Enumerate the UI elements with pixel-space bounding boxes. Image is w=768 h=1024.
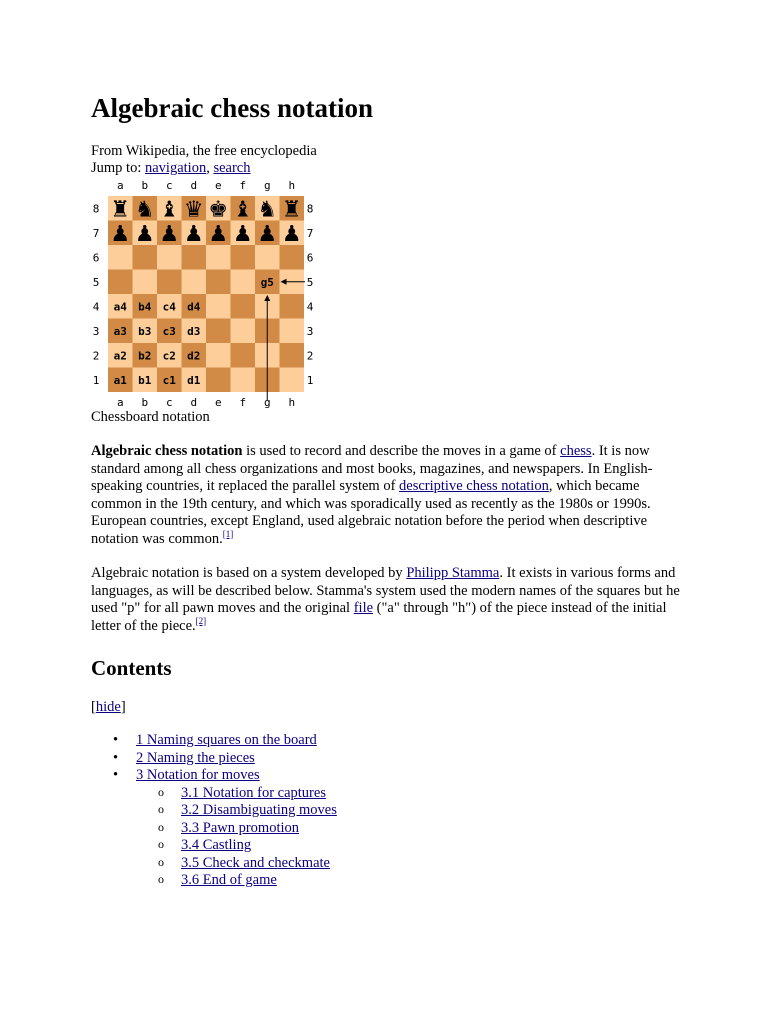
rank-label-right: 8 xyxy=(306,202,314,216)
philipp-stamma-link[interactable]: Philipp Stamma xyxy=(406,565,500,581)
stamma-text-2: . It exists in various forms and languages, as will be described below. Stamma's system used the modern names of the squares but he used "p" for all pawn moves and the original xyxy=(91,565,680,616)
board-square xyxy=(108,245,133,270)
file-label-top: h xyxy=(288,179,296,192)
square-label: c4 xyxy=(162,300,176,314)
hide-link[interactable]: hide xyxy=(95,699,121,715)
file-label-top: b xyxy=(141,179,149,192)
square-label: b2 xyxy=(138,349,152,363)
toc-link-end-of-game[interactable]: 3.6 End of game xyxy=(181,872,277,888)
black-pawn: ♟ xyxy=(208,221,229,247)
board-square xyxy=(231,270,256,295)
toc-subitem xyxy=(136,855,337,873)
chess-link[interactable]: chess xyxy=(560,443,592,459)
rank-label-right: 3 xyxy=(306,324,314,338)
rank-label-right: 1 xyxy=(306,373,314,387)
board-square xyxy=(157,270,182,295)
board-square xyxy=(280,245,305,270)
file-label-top: e xyxy=(214,179,222,192)
contents-heading: Contents xyxy=(91,656,172,680)
toc-subitem xyxy=(136,785,337,803)
board-square xyxy=(206,319,231,344)
file-label-top: g xyxy=(263,179,271,192)
board-square xyxy=(231,368,256,393)
rank-label-right: 2 xyxy=(306,349,314,363)
file-label-top: c xyxy=(165,179,173,192)
toc-toggle xyxy=(91,698,126,716)
page-title: Algebraic chess notation xyxy=(91,93,373,123)
file-label-bottom: f xyxy=(239,396,247,409)
black-pawn: ♟ xyxy=(257,221,278,247)
intro-paragraph xyxy=(91,443,691,548)
square-label: c1 xyxy=(162,373,176,387)
intro-text-3: , which became common in the 19th century, and which was sporadically used as recently as the 1980s or 1990s. European countries, except England, used algebraic notation before the period when descriptive notation was common. xyxy=(91,478,651,547)
file-label-top: a xyxy=(116,179,124,192)
rank-label-right: 7 xyxy=(306,226,314,240)
square-label: a1 xyxy=(113,373,127,387)
jump-to-label: Jump to: xyxy=(91,160,145,176)
toc-link-castling[interactable]: 3.4 Castling xyxy=(181,837,252,853)
toc-item xyxy=(91,732,337,750)
board-square xyxy=(280,343,305,368)
board-square xyxy=(280,368,305,393)
rank-label-right: 5 xyxy=(306,275,314,289)
toc-bracket-close: ] xyxy=(120,699,126,715)
black-piece: ♝ xyxy=(232,197,253,223)
toc-subitem xyxy=(136,837,337,855)
search-link[interactable]: search xyxy=(213,160,251,176)
board-square xyxy=(206,294,231,319)
file-label-bottom: e xyxy=(214,396,222,409)
tagline: From Wikipedia, the free encyclopedia xyxy=(91,143,317,159)
file-label-bottom: g xyxy=(263,396,271,409)
board-square xyxy=(108,270,133,295)
descriptive-notation-link[interactable]: descriptive chess notation xyxy=(399,478,549,494)
square-label: g5 xyxy=(260,275,274,289)
toc-subitem xyxy=(136,802,337,820)
board-square xyxy=(280,294,305,319)
black-piece: ♛ xyxy=(183,197,204,223)
toc-subitem xyxy=(136,820,337,838)
file-label-bottom: d xyxy=(190,396,198,409)
navigation-link[interactable]: navigation xyxy=(144,160,207,176)
board-square xyxy=(206,343,231,368)
black-pawn: ♟ xyxy=(134,221,155,247)
board-square xyxy=(157,245,182,270)
toc-item xyxy=(91,750,337,768)
square-label: c2 xyxy=(162,349,176,363)
board-square xyxy=(182,270,207,295)
square-label: d4 xyxy=(187,300,201,314)
square-label: d1 xyxy=(187,373,201,387)
toc-link-pawn-promotion[interactable]: 3.3 Pawn promotion xyxy=(181,819,300,836)
ref-1-link[interactable]: [1] xyxy=(222,528,234,539)
stamma-text-3: ("a" through "h") of the piece instead of the initial letter of the piece. xyxy=(91,600,667,634)
square-label: b4 xyxy=(138,300,152,314)
rank-label-left: 2 xyxy=(92,349,100,363)
square-label: d3 xyxy=(187,324,201,338)
board-caption: Chessboard notation xyxy=(91,409,210,425)
board-square xyxy=(231,245,256,270)
black-pawn: ♟ xyxy=(110,221,131,247)
black-piece: ♝ xyxy=(159,197,180,223)
square-label: d2 xyxy=(187,349,201,363)
square-label: b1 xyxy=(138,373,152,387)
board-square xyxy=(133,245,158,270)
black-pawn: ♟ xyxy=(183,221,204,247)
toc-link-naming-pieces[interactable]: 2 Naming the pieces xyxy=(136,749,255,766)
rank-label-left: 3 xyxy=(92,324,100,338)
jump-to-line xyxy=(91,159,250,177)
file-label-bottom: h xyxy=(288,396,296,409)
file-link[interactable]: file xyxy=(353,600,374,616)
board-square xyxy=(206,245,231,270)
toc-item xyxy=(91,767,337,890)
bold-term: Algebraic chess notation xyxy=(91,443,243,459)
toc-bracket-open: [ xyxy=(91,699,96,715)
black-pawn: ♟ xyxy=(281,221,302,247)
black-piece: ♞ xyxy=(257,197,278,223)
board-square xyxy=(133,270,158,295)
chessboard-figure xyxy=(91,176,323,408)
rank-label-left: 7 xyxy=(92,226,100,240)
intro-text-1: is used to record and describe the moves in a game of xyxy=(242,443,561,459)
board-square xyxy=(206,368,231,393)
board-square xyxy=(255,245,280,270)
ref-2-link[interactable]: [2] xyxy=(195,615,207,626)
toc-link-notation-for-moves[interactable]: 3 Notation for moves xyxy=(136,767,260,783)
toc-link-naming-squares[interactable]: 1 Naming squares on the board xyxy=(136,732,317,748)
table-of-contents xyxy=(91,732,337,890)
stamma-paragraph xyxy=(91,565,691,635)
rank-label-right: 6 xyxy=(306,251,314,265)
rank-label-left: 1 xyxy=(92,373,100,387)
rank-label-right: 4 xyxy=(306,300,314,314)
square-label: a4 xyxy=(113,300,127,314)
toc-subitem xyxy=(136,872,337,890)
square-label: a3 xyxy=(113,324,127,338)
chessboard xyxy=(91,176,323,408)
black-piece: ♚ xyxy=(208,197,229,223)
file-label-top: d xyxy=(190,179,198,192)
file-label-top: f xyxy=(239,179,247,192)
board-square xyxy=(280,319,305,344)
file-label-bottom: b xyxy=(141,396,149,409)
square-label: c3 xyxy=(162,324,176,338)
toc-link-captures[interactable]: 3.1 Notation for captures xyxy=(181,784,326,801)
jump-separator: , xyxy=(206,160,214,176)
toc-sublist xyxy=(136,785,337,890)
toc-link-disambiguating[interactable]: 3.2 Disambiguating moves xyxy=(181,802,337,818)
file-label-bottom: a xyxy=(116,396,124,409)
toc-link-check-checkmate[interactable]: 3.5 Check and checkmate xyxy=(181,854,330,871)
board-square xyxy=(231,343,256,368)
black-pawn: ♟ xyxy=(159,221,180,247)
black-piece: ♜ xyxy=(281,197,302,223)
rank-label-left: 5 xyxy=(92,275,100,289)
board-square xyxy=(231,319,256,344)
black-piece: ♞ xyxy=(134,197,155,223)
stamma-text-1: Algebraic notation is based on a system developed by xyxy=(91,565,407,581)
rank-label-left: 8 xyxy=(92,202,100,216)
rank-label-left: 6 xyxy=(92,251,100,265)
intro-text-2: . It is now standard among all chess organizations and most books, magazines, and newspapers. In English-speaking countries, it replaced the parallel system of xyxy=(91,443,653,494)
board-square xyxy=(182,245,207,270)
square-label: a2 xyxy=(113,349,127,363)
board-square xyxy=(231,294,256,319)
file-label-bottom: c xyxy=(165,396,173,409)
square-label: b3 xyxy=(138,324,152,338)
board-square xyxy=(206,270,231,295)
black-piece: ♜ xyxy=(110,197,131,223)
black-pawn: ♟ xyxy=(232,221,253,247)
rank-label-left: 4 xyxy=(92,300,100,314)
